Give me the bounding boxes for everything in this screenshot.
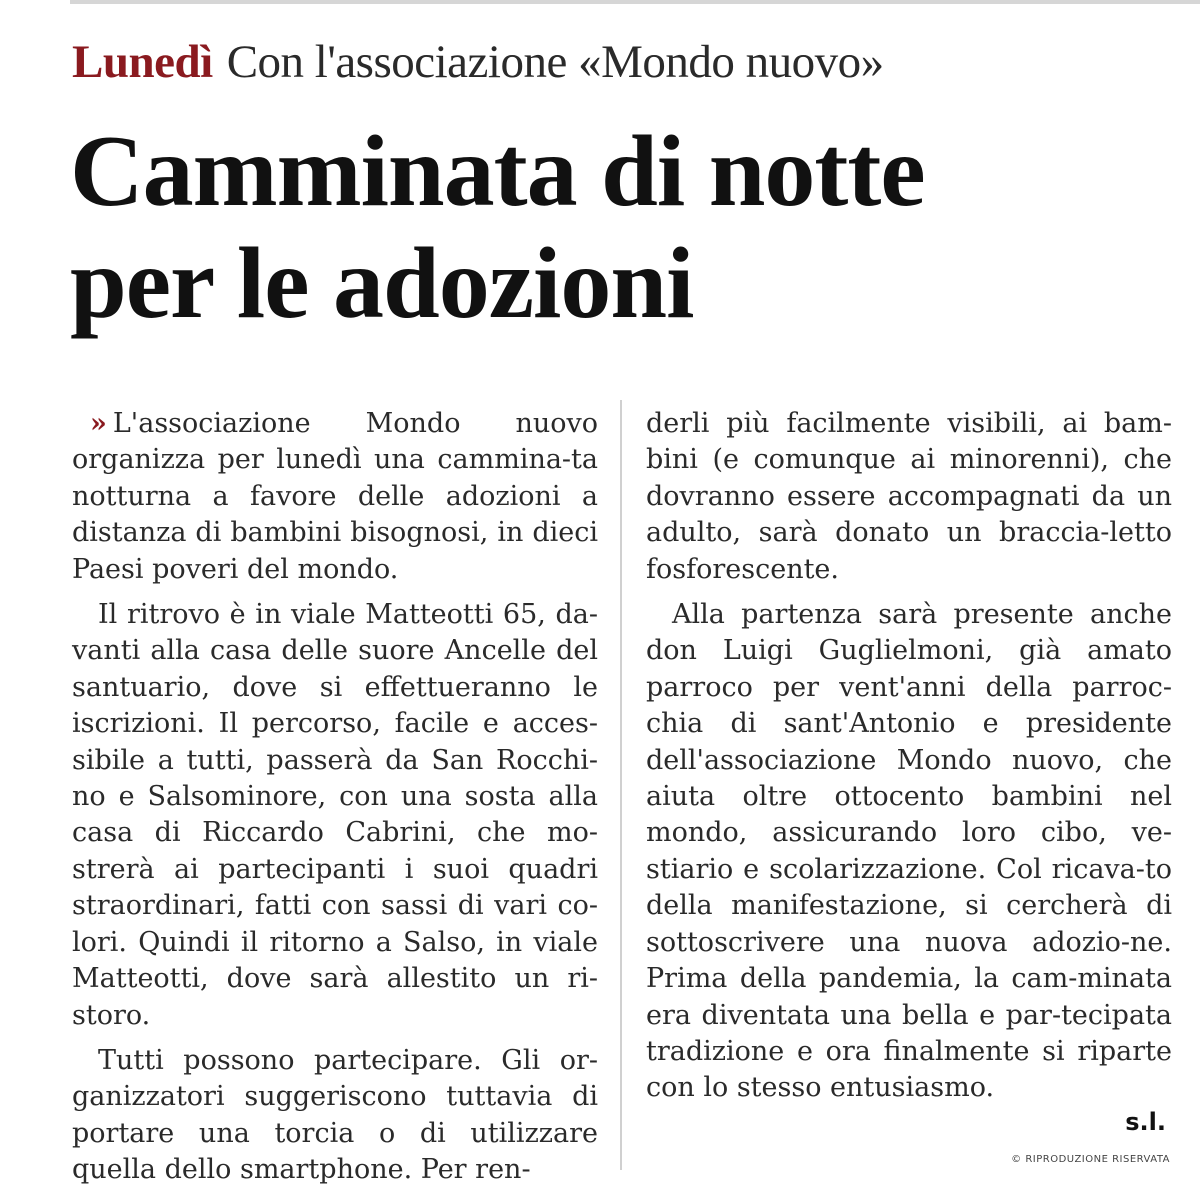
author-signature: s.l.: [1125, 1108, 1166, 1136]
body-paragraph: Tutti possono partecipare. Gli or-ganizzatori suggeriscono tuttavia di portare una torcia o di utilizzare quella dello smartphone. Per ren-: [72, 1044, 598, 1186]
top-rule: [70, 0, 1200, 4]
column-divider: [620, 400, 622, 1170]
headline: [70, 116, 1180, 340]
lead-paragraph: [72, 406, 598, 588]
kicker-label: Lunedì: [72, 36, 213, 88]
left-column: [72, 406, 598, 1198]
kicker-text: Con l'associazione «Mondo nuovo»: [226, 36, 884, 88]
headline-line-2: per le adozioni: [70, 227, 694, 340]
lead-paragraph-text: L'associazione Mondo nuovo organizza per lunedì una cammina-ta notturna a favore delle adozioni a distanza di bambini bisognosi, in dieci Paesi poveri del mondo.: [72, 408, 598, 585]
headline-line-1: Camminata di notte: [70, 115, 925, 228]
body-paragraph: Il ritrovo è in viale Matteotti 65, da-vanti alla casa delle suore Ancelle del santuario, dove si effettueranno le iscrizioni. Il percorso, facile e acces-sibile a tutti, passerà da San Rocchi-no e Salsominore, con una sosta alla casa di Riccardo Cabrini, che mo-strerà ai partecipanti i suoi quadri straordinari, fatti con sassi di vari co-lori. Quindi il ritorno a Salso, in viale Matteotti, dove sarà allestito un ri-storo.: [72, 599, 598, 1031]
continued-paragraph: derli più facilmente visibili, ai bam-bini (e comunque ai minorenni), che dovranno essere accompagnati da un adulto, sarà donato un braccia-letto fosforescente.: [646, 408, 1172, 585]
copyright-notice: © RIPRODUZIONE RISERVATA: [1011, 1154, 1170, 1165]
right-column: [646, 406, 1172, 1116]
kicker: [72, 36, 884, 88]
lead-marker-icon: »: [90, 408, 107, 439]
body-paragraph: Alla partenza sarà presente anche don Luigi Guglielmoni, già amato parroco per vent'anni della parroc-chia di sant'Antonio e presidente dell'associazione Mondo nuovo, che aiuta oltre ottocento bambini nel mondo, assicurando loro cibo, ve-stiario e scolarizzazione. Col ricava-to della manifestazione, si cercherà di sottoscrivere una nuova adozio-ne. Prima della pandemia, la cam-minata era diventata una bella e par-tecipata tradizione e ora finalmente si riparte con lo stesso entusiasmo.: [646, 599, 1172, 1104]
